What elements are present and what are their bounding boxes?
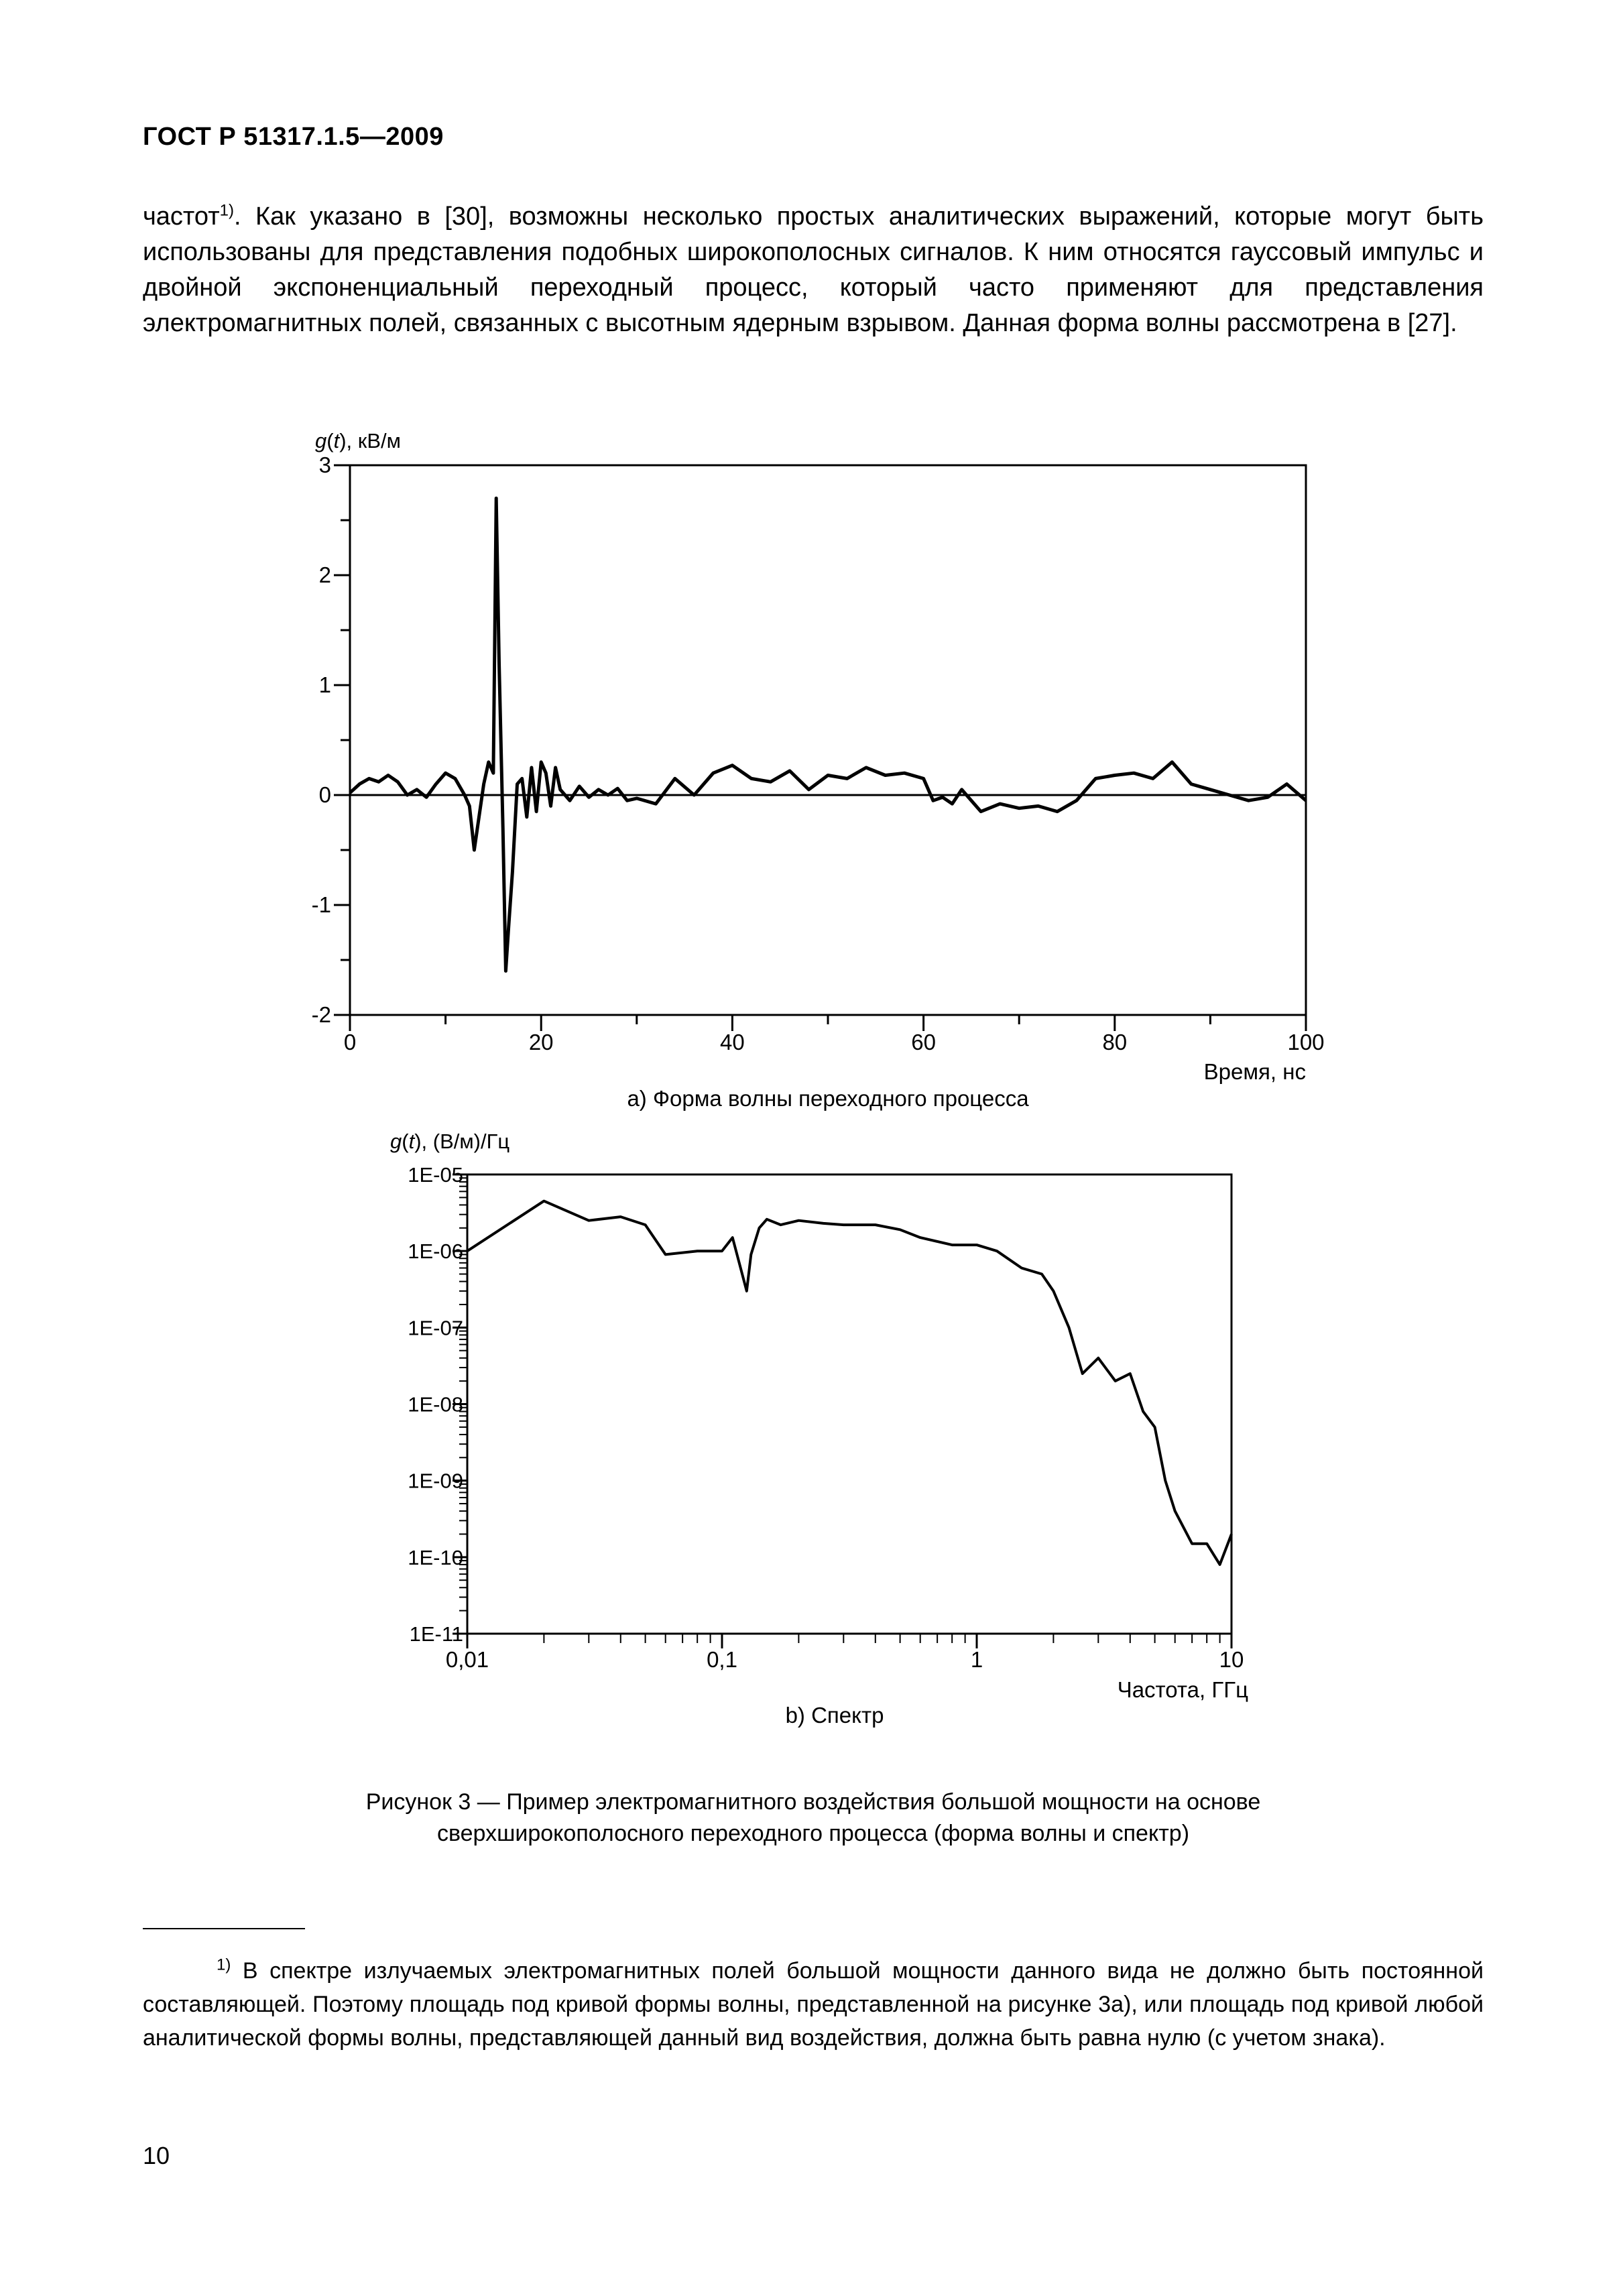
spectrum-ytick-label: 1E-08: [408, 1392, 463, 1416]
waveform-ylabel: g(t), кВ/м: [315, 429, 401, 452]
waveform-xtick-label: 60: [911, 1030, 936, 1054]
waveform-xtick-label: 100: [1287, 1030, 1325, 1054]
spectrum-ytick-label: 1E-07: [408, 1316, 463, 1340]
spectrum-ytick-label: 1E-06: [408, 1240, 463, 1264]
spectrum-xtick-label: 1: [970, 1647, 983, 1672]
waveform-xtick-label: 80: [1102, 1030, 1128, 1054]
waveform-ytick-label: 2: [318, 562, 331, 587]
waveform-xtick-label: 0: [343, 1030, 357, 1054]
waveform-ytick-label: -1: [311, 892, 331, 917]
spectrum-xtick-label: 10: [1219, 1647, 1244, 1672]
document-header: ГОСТ Р 51317.1.5—2009: [143, 123, 444, 151]
spectrum-ylabel: g(t), (В/м)/Гц: [390, 1130, 510, 1153]
waveform-ytick-label: -2: [311, 1002, 331, 1027]
spectrum-ytick-label: 1E-10: [408, 1545, 463, 1569]
para-start: частот: [143, 202, 220, 231]
waveform-subcaption: a) Форма волны переходного процесса: [627, 1086, 1029, 1111]
footnote-text: В спектре излучаемых электромагнитных полей большой мощности данного вида не должно быть постоянной составляющей. Поэтому площадь под кривой формы волны, представленной на рисунке 3а), или площадь под кривой любой аналитической формы волны, представляющей данный вид воздействия, должна быть равна нулю (с учетом знака).: [143, 1958, 1484, 2051]
spectrum-ytick-label: 1E-11: [409, 1622, 463, 1646]
waveform-chart: [295, 416, 1334, 1113]
spectrum-subcaption: b) Спектр: [785, 1703, 884, 1728]
waveform-ytick-label: 0: [318, 782, 331, 807]
spectrum-series-line: [467, 1201, 1231, 1565]
footnote-ref: 1): [219, 201, 234, 220]
spectrum-ytick-label: 1E-09: [408, 1469, 463, 1493]
spectrum-ytick-label: 1E-05: [408, 1163, 463, 1187]
spectrum-xlabel: Частота, ГГц: [1117, 1677, 1248, 1702]
waveform-series-line: [350, 498, 1306, 971]
figure-caption-line1: Рисунок 3 — Пример электромагнитного воздействия большой мощности на основе: [365, 1789, 1261, 1815]
spectrum-xtick-label: 0,01: [445, 1647, 489, 1672]
spectrum-plot-frame: [467, 1174, 1231, 1634]
waveform-xtick-label: 40: [720, 1030, 745, 1054]
footnote-separator: [143, 1928, 305, 1929]
waveform-ytick-label: 3: [318, 452, 331, 477]
footnote-marker: 1): [217, 1955, 231, 1974]
figure-caption: [143, 1787, 1484, 1850]
para-rest: . Как указано в [30], возможны несколько простых аналитических выражений, которые могут быть использованы для представления подобных широкополосных сигналов. К ним относятся гауссовый импульс и двойной экспоненциальный переходный процесс, который часто применяют для представления электромагнитных полей, связанных с высотным ядерным взрывом. Данная форма волны рассмотрена в [27].: [143, 202, 1484, 337]
waveform-ytick-label: 1: [318, 672, 331, 697]
body-paragraph: [143, 199, 1484, 341]
waveform-xlabel: Время, нс: [1203, 1059, 1306, 1084]
footnote: [143, 1954, 1484, 2055]
page-number: 10: [143, 2142, 170, 2169]
figure-caption-line2: сверхширокополосного переходного процесса (форма волны и спектр): [436, 1821, 1190, 1846]
waveform-xtick-label: 20: [528, 1030, 554, 1054]
spectrum-xtick-label: 0,1: [707, 1647, 737, 1672]
spectrum-chart: [375, 1116, 1274, 1740]
